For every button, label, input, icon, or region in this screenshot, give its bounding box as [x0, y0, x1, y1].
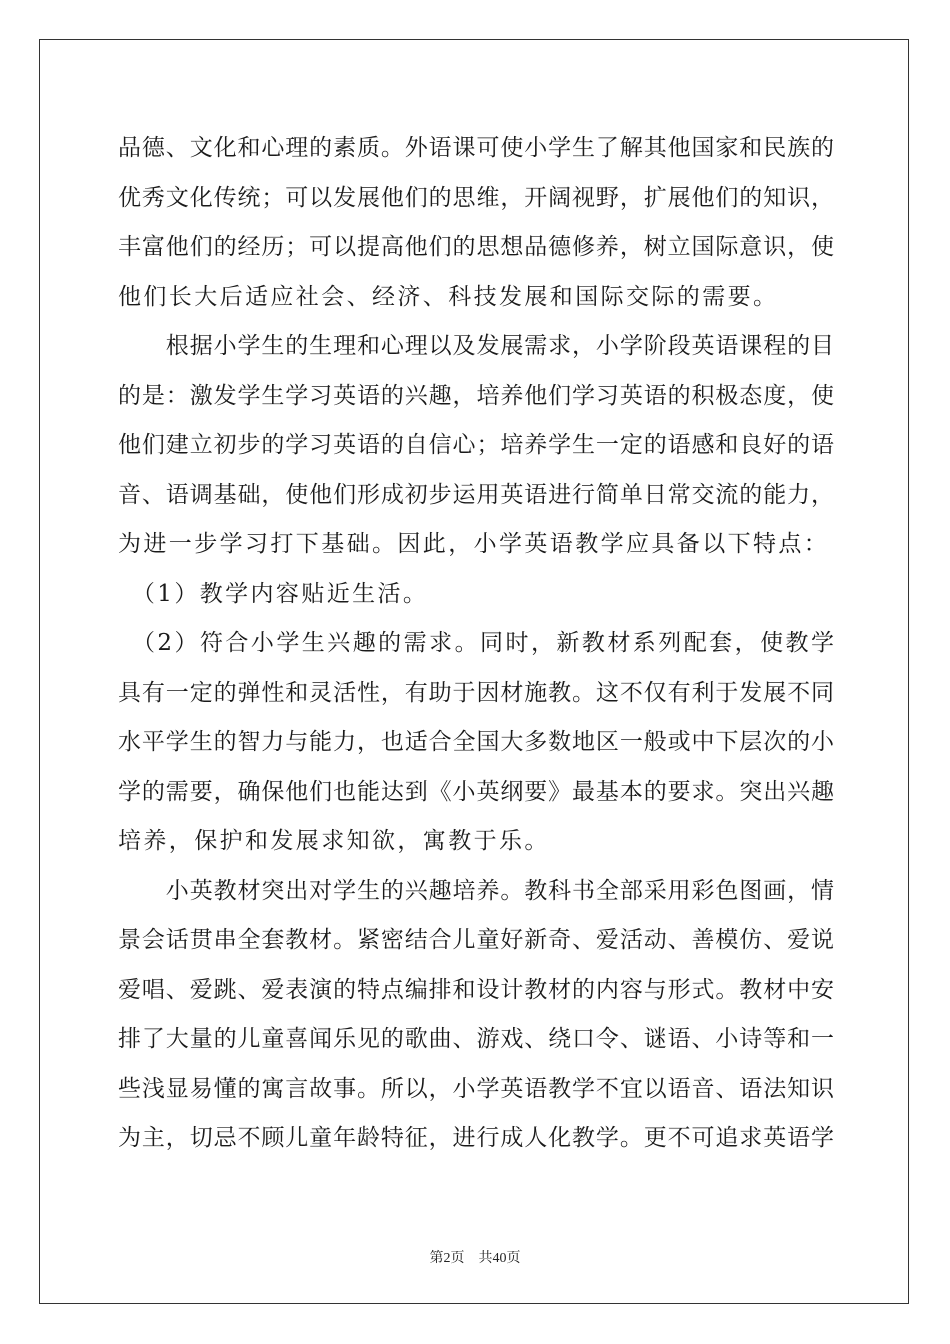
text-line: 为主，切忌不顾儿童年龄特征，进行成人化教学。更不可追求英语学 — [118, 1125, 834, 1151]
text-line: 品德、文化和心理的素质。外语课可使小学生了解其他国家和民族的 — [118, 135, 834, 161]
text-line: 排了大量的儿童喜闻乐见的歌曲、游戏、绕口令、谜语、小诗等和一 — [118, 1026, 834, 1052]
page-footer — [0, 1247, 950, 1267]
text-line: 他们建立初步的学习英语的自信心；培养学生一定的语感和良好的语 — [118, 432, 834, 458]
text-line: 优秀文化传统；可以发展他们的思维，开阔视野，扩展他们的知识， — [118, 184, 834, 211]
text-line: 培养，保护和发展求知欲，寓教于乐。 — [118, 828, 550, 854]
text-line: 爱唱、爱跳、爱表演的特点编排和设计教材的内容与形式。教材中安 — [118, 976, 834, 1003]
page-number: 第2页 — [429, 1251, 465, 1266]
document-body — [118, 124, 834, 1164]
text-line: 丰富他们的经历；可以提高他们的思想品德修养，树立国际意识，使 — [118, 234, 834, 260]
text-line: （1）教学内容贴近生活。 — [118, 580, 429, 607]
text-line: 景会话贯串全套教材。紧密结合儿童好新奇、爱活动、善模仿、爱说 — [118, 927, 834, 953]
text-line: （2）符合小学生兴趣的需求。同时，新教材系列配套，使教学 — [118, 630, 834, 656]
text-line: 小英教材突出对学生的兴趣培养。教科书全部采用彩色图画，情 — [118, 877, 834, 904]
text-line: 音、语调基础，使他们形成初步运用英语进行简单日常交流的能力， — [118, 481, 834, 508]
text-line: 些浅显易懂的寓言故事。所以，小学英语教学不宜以语音、语法知识 — [118, 1075, 834, 1102]
text-line: 学的需要，确保他们也能达到《小英纲要》最基本的要求。突出兴趣 — [118, 778, 834, 805]
page-total: 共40页 — [478, 1251, 521, 1266]
text-line: 具有一定的弹性和灵活性，有助于因材施教。这不仅有利于发展不同 — [118, 679, 834, 706]
text-line: 根据小学生的生理和心理以及发展需求，小学阶段英语课程的目 — [118, 333, 834, 359]
text-line: 为进一步学习打下基础。因此，小学英语教学应具备以下特点： — [118, 531, 830, 557]
text-line: 他们长大后适应社会、经济、科技发展和国际交际的需要。 — [118, 283, 779, 310]
text-line: 的是：激发学生学习英语的兴趣，培养他们学习英语的积极态度，使 — [118, 382, 834, 409]
text-line: 水平学生的智力与能力，也适合全国大多数地区一般或中下层次的小 — [118, 729, 834, 755]
